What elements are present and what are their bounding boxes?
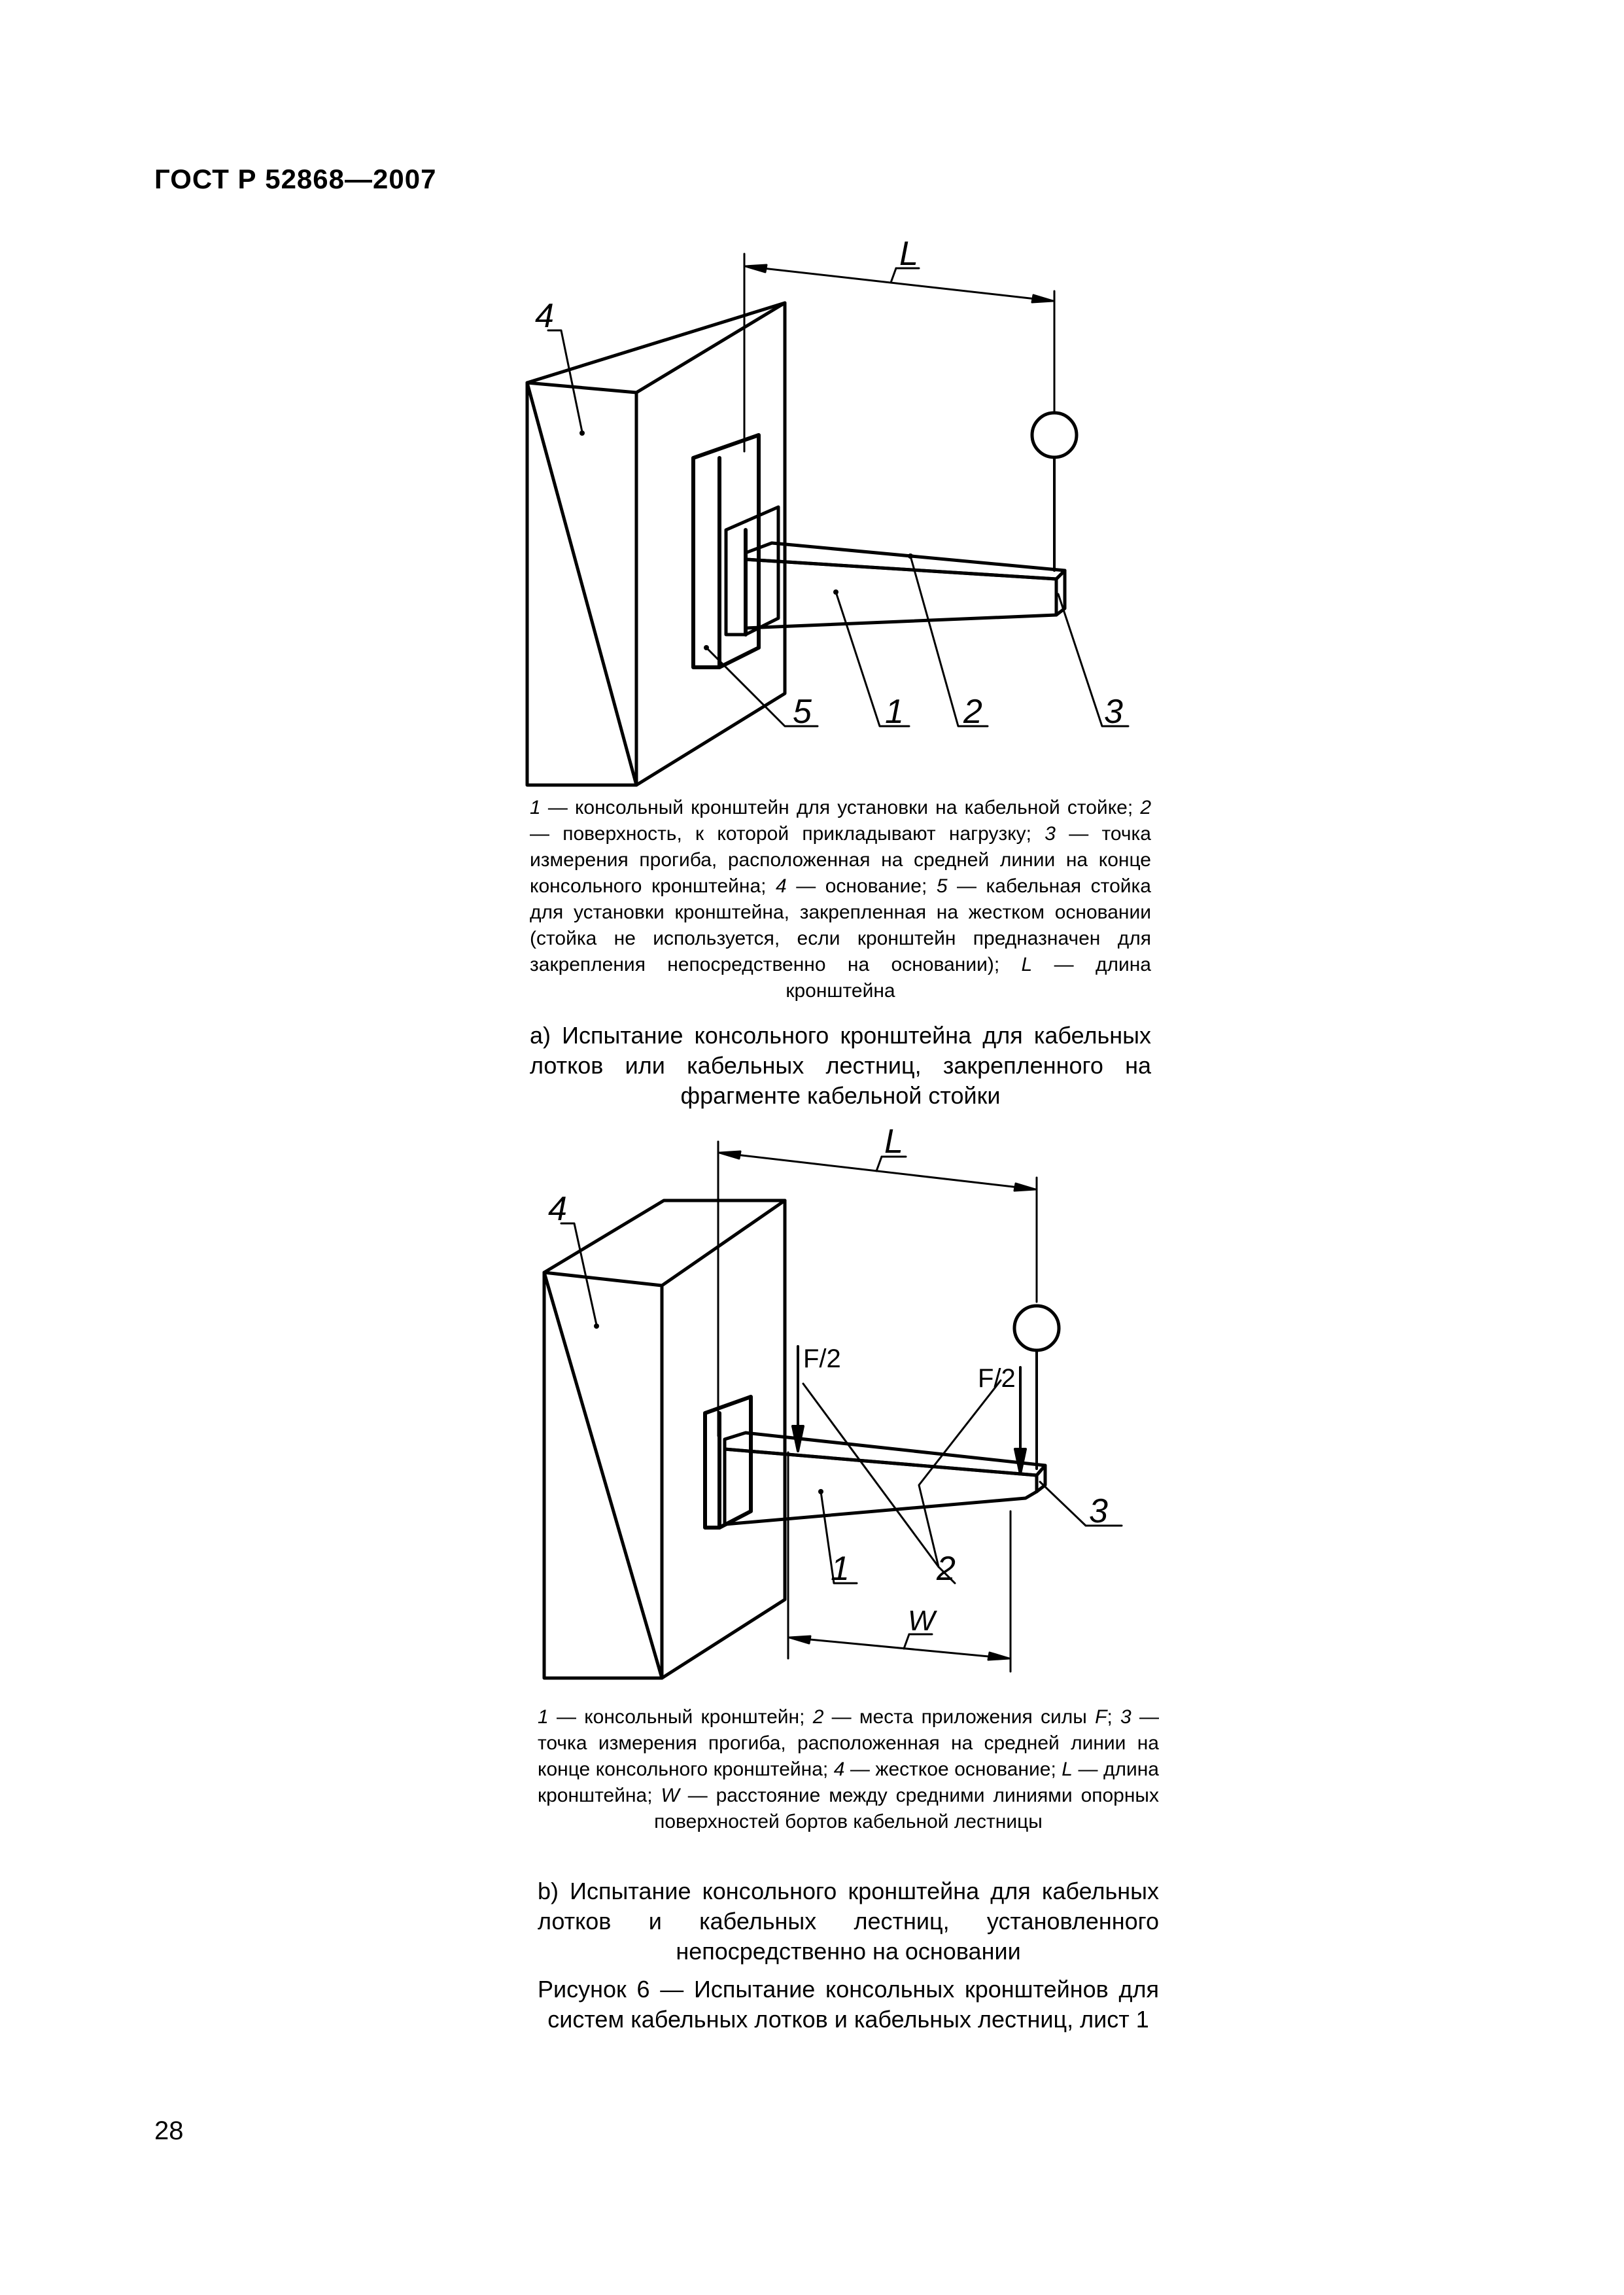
label-l: L bbox=[899, 235, 918, 273]
legend-symbol: 4 bbox=[833, 1759, 845, 1780]
figure-title: Рисунок 6 — Испытание консольных кронштейнов для систем кабельных лотков и кабельных лестниц, лист 1 bbox=[538, 1976, 1159, 2033]
legend-symbol: 3 bbox=[1120, 1706, 1132, 1728]
legend-symbol: 1 bbox=[538, 1706, 549, 1728]
legend-text: — жесткое основание; bbox=[844, 1759, 1062, 1780]
label-force-right: F/2 bbox=[978, 1364, 1016, 1393]
legend-text: — длина кронштейна bbox=[786, 954, 1151, 1002]
legend-symbol: L bbox=[1021, 954, 1033, 975]
wall-plate bbox=[705, 1397, 751, 1528]
legend-symbol: 3 bbox=[1045, 823, 1056, 845]
label-3-b: 3 bbox=[1089, 1492, 1108, 1530]
label-4: 4 bbox=[535, 297, 554, 335]
legend-symbol: L bbox=[1062, 1759, 1073, 1780]
legend-text: ; bbox=[1107, 1706, 1121, 1728]
legend-symbol: 1 bbox=[530, 797, 541, 818]
figure-a-legend bbox=[530, 795, 1151, 1004]
label-2: 2 bbox=[963, 693, 982, 731]
label-5: 5 bbox=[793, 693, 812, 731]
label-l-b: L bbox=[884, 1123, 903, 1161]
label-w: W bbox=[908, 1605, 935, 1637]
document-header: ГОСТ Р 52868—2007 bbox=[154, 164, 437, 194]
legend-symbol: 2 bbox=[1140, 797, 1151, 818]
legend-symbol: W bbox=[661, 1785, 680, 1806]
legend-text: — места приложения силы bbox=[823, 1706, 1096, 1728]
legend-text: — точка измерения прогиба, расположенная на средней линии на конце консольного кронштейна; bbox=[538, 1706, 1159, 1780]
legend-symbol: 5 bbox=[936, 875, 948, 897]
figure-b-caption: b) Испытание консольного кронштейна для кабельных лотков и кабельных лестниц, установленного непосредственно на основании bbox=[538, 1878, 1159, 1965]
cantilever-bracket-b bbox=[725, 1433, 1045, 1524]
label-force-left: F/2 bbox=[803, 1344, 841, 1373]
legend-symbol: 2 bbox=[812, 1706, 824, 1728]
legend-text: — длина кронштейна; bbox=[538, 1759, 1159, 1806]
legend-text: — консольный кронштейн для установки на кабельной стойке; bbox=[540, 797, 1141, 818]
legend-text: — поверхность, к которой прикладывают нагрузку; bbox=[530, 823, 1045, 845]
gauge-circle-b bbox=[1014, 1306, 1059, 1350]
legend-text: — расстояние между средними линиями опорных поверхностей бортов кабельной лестницы bbox=[654, 1785, 1159, 1832]
dimension-line-w bbox=[788, 1452, 1011, 1672]
legend-text: — основание; bbox=[786, 875, 937, 897]
legend-symbol: 4 bbox=[776, 875, 787, 897]
figure-a-caption: а) Испытание консольного кронштейна для кабельных лотков или кабельных лестниц, закрепленного на фрагменте кабельной стойки bbox=[530, 1022, 1151, 1109]
label-4-b: 4 bbox=[548, 1190, 567, 1228]
legend-text: — точка измерения прогиба, расположенная на средней линии на конце консольного кронштейна; bbox=[530, 823, 1151, 897]
label-1: 1 bbox=[885, 693, 904, 731]
legend-text: — кабельная стойка для установки кронштейна, закрепленная на жестком основании (стойка не используется, если кронштейн предназначен для закрепления непосредственно на основании); bbox=[530, 875, 1151, 975]
page-number: 28 bbox=[154, 2116, 184, 2145]
label-3: 3 bbox=[1104, 693, 1123, 731]
figure-b-legend bbox=[538, 1704, 1159, 1835]
legend-text: — консольный кронштейн; bbox=[548, 1706, 813, 1728]
base-block-b bbox=[544, 1200, 785, 1678]
label-2-b: 2 bbox=[937, 1550, 956, 1588]
label-1-b: 1 bbox=[831, 1550, 850, 1588]
legend-symbol: F bbox=[1095, 1706, 1107, 1728]
